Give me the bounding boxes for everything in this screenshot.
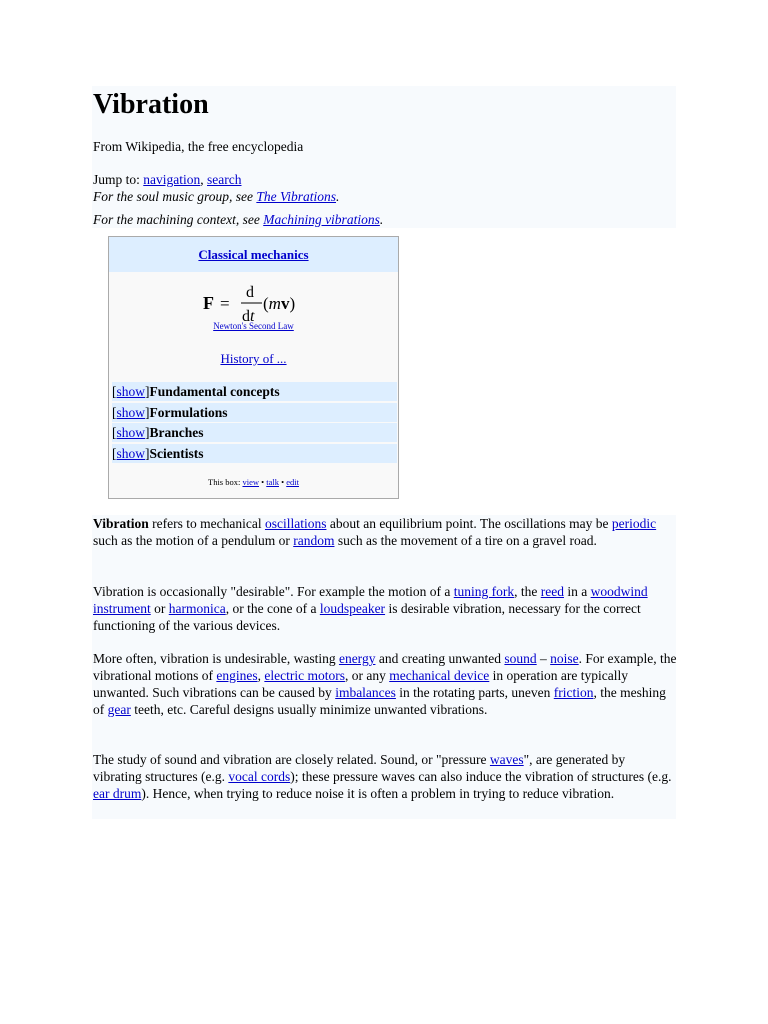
waves-link[interactable]: waves [489,752,524,767]
paragraph-sound: The study of sound and vibration are closely related. Sound, or "pressure waves", are generated by vibrating structures (e.g. vocal cords); these pressure waves can also induce the vibration of structures (e.g. ear drum). Hence, when trying to reduce noise it is often a problem in trying to reduce vibration. [93,752,672,801]
energy-link[interactable]: energy [338,651,376,666]
newtons-second-law-formula [201,281,311,325]
paragraph-undesirable: More often, vibration is undesirable, wasting energy and creating unwanted sound – noise. For example, the vibrational motions of engines, electric motors, or any mechanical device in operation are typically unwanted. Such vibrations can be caused by imbalances in the rotating parts, uneven friction, the meshing of gear teeth, etc. Careful designs usually minimize unwanted vibrations. [93,651,677,717]
tagline: From Wikipedia, the free encyclopedia [93,139,304,154]
paragraph-definition: Vibration refers to mechanical oscillations about an equilibrium point. The oscillations may be periodic such as the motion of a pendulum or random such as the movement of a tire on a gravel road. [93,516,657,548]
show-toggle[interactable]: show [116,425,146,440]
the-vibrations-link[interactable]: The Vibrations [256,189,336,204]
periodic-link[interactable]: periodic [611,516,657,531]
show-toggle[interactable]: show [116,446,146,461]
harmonica-link[interactable]: harmonica [168,601,226,616]
svg-text:d: d [246,284,254,301]
sound-link[interactable]: sound [504,651,537,666]
svg-text:F: F [203,293,214,313]
machining-vibrations-link[interactable]: Machining vibrations [263,212,380,227]
woodwind-instrument-link[interactable]: woodwind instrument [93,584,648,616]
hatnote-machining: For the machining context, see Machining vibrations. [93,212,384,227]
edit-link[interactable]: edit [286,477,299,487]
reed-link[interactable]: reed [540,584,564,599]
paragraph-desirable: Vibration is occasionally "desirable". For example the motion of a tuning fork, the reed in a woodwind instrument or harmonica, or the cone of a loudspeaker is desirable vibration, necessary for the correct functioning of the various devices. [93,584,648,633]
classical-mechanics-link[interactable]: Classical mechanics [198,247,309,262]
talk-link[interactable]: talk [266,477,279,487]
mechanical-device-link[interactable]: mechanical device [389,668,490,683]
imbalances-link[interactable]: imbalances [335,685,396,700]
newtons-second-law-link[interactable]: Newton's Second Law [213,321,294,331]
show-toggle[interactable]: show [116,405,146,420]
infobox-row-formulations: [show]Formulations [112,403,397,422]
history-link[interactable]: History of ... [220,351,287,366]
infobox-row-scientists: [show]Scientists [112,444,397,463]
friction-link[interactable]: friction [553,685,594,700]
view-link[interactable]: view [242,477,260,487]
classical-mechanics-infobox [108,236,399,499]
navigation-link[interactable]: navigation [143,172,201,187]
oscillations-link[interactable]: oscillations [264,516,327,531]
infobox-header [109,237,398,272]
loudspeaker-link[interactable]: loudspeaker [319,601,386,616]
hatnote-soul-group: For the soul music group, see The Vibrations. [93,189,340,204]
vocal-cords-link[interactable]: vocal cords [228,769,291,784]
random-link[interactable]: random [293,533,335,548]
gear-link[interactable]: gear [107,702,131,717]
history-row [109,351,398,367]
infobox-row-fundamental-concepts: [show]Fundamental concepts [112,382,397,401]
infobox-row-branches: [show]Branches [112,423,397,442]
electric-motors-link[interactable]: electric motors [264,668,345,683]
engines-link[interactable]: engines [216,668,258,683]
svg-text:=: = [220,294,230,313]
tuning-fork-link[interactable]: tuning fork [453,584,515,599]
jump-links: Jump to: navigation, search [93,172,242,187]
ear-drum-link[interactable]: ear drum [93,786,142,801]
page-title: Vibration [93,89,209,120]
infobox-footer: This box: view • talk • edit [208,477,299,487]
svg-text:dt: dt [242,308,255,325]
search-link[interactable]: search [207,172,242,187]
show-toggle[interactable]: show [116,384,146,399]
svg-text:(mv): (mv) [263,294,296,313]
formula-caption [109,321,398,331]
noise-link[interactable]: noise [550,651,579,666]
